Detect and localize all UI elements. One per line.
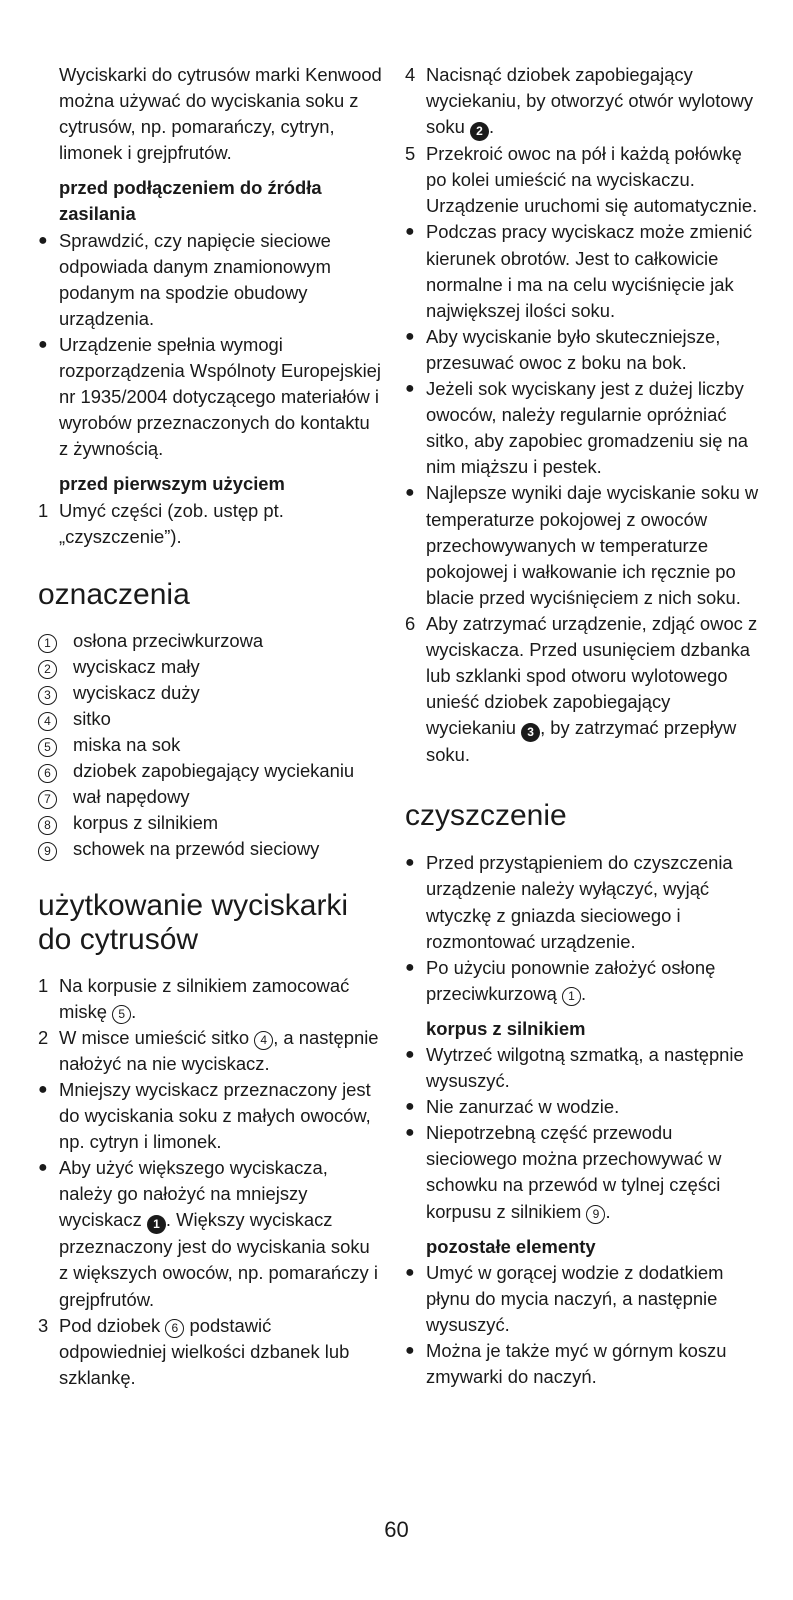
bullet-icon: ● [405, 380, 415, 398]
first-use-heading: przed pierwszym użyciem [59, 473, 285, 495]
bullet-text: Przed przystąpieniem do czyszczenia urządzenie należy wyłączyć, wyjąć wtyczkę z gniazda sieciowego i rozmontować urządzenie. [426, 852, 733, 952]
before-power-heading: przed podłączeniem do źródła zasilania [59, 177, 322, 225]
part-label: wał napędowy [73, 786, 190, 808]
circled-number-icon: 4 [38, 712, 57, 731]
part-item [38, 732, 383, 758]
step-number: 1 [38, 974, 49, 996]
bullet-text: Urządzenie spełnia wymogi rozporządzenia Wspólnoty Europejskiej nr 1935/2004 dotyczącego materiałów i wyrobów przeznaczonych do kontaktu z żywnością. [59, 333, 381, 460]
bullet-text: Mniejszy wyciskacz przeznaczony jest do wyciskania soku z małych owoców, np. cytryn i limonek. [59, 1078, 371, 1153]
part-label: korpus z silnikiem [73, 812, 219, 834]
bullet-text: Aby użyć większego wyciskacza, należy go nałożyć na mniejszy wyciskacz [59, 1157, 328, 1231]
step-number: 4 [405, 64, 416, 85]
bullet-icon: ● [405, 1124, 415, 1142]
right-column [405, 62, 765, 1390]
list-item [405, 1260, 765, 1338]
bullet-text: Jeżeli sok wyciskany jest z dużej liczby owoców, należy regularnie opróżniać sitko, aby zapobiec gromadzeniu się na nim miąższu i pestek. [426, 378, 749, 478]
figure-ref-icon: 2 [470, 122, 489, 141]
part-label: dziobek zapobiegający wyciekaniu [73, 760, 355, 782]
list-item [405, 1338, 765, 1390]
part-label: osłona przeciwkurzowa [73, 629, 264, 651]
punctuation: . [605, 1200, 611, 1222]
bullet-icon: ● [405, 958, 415, 976]
part-item [38, 836, 383, 862]
list-item [405, 141, 765, 219]
step-text: podstawić odpowiedniej wielkości dzbanek lub szklankę. [59, 1314, 350, 1388]
part-label: schowek na przewód sieciowy [73, 838, 320, 860]
bullet-icon: ● [405, 327, 415, 345]
part-item [38, 758, 383, 784]
bullet-icon: ● [38, 335, 48, 353]
circled-number-icon: 4 [254, 1031, 273, 1050]
step-text: Umyć części (zob. ustęp pt. „czyszczenie”). [59, 499, 284, 547]
step-number: 1 [38, 499, 49, 521]
other-parts-heading: pozostałe elementy [426, 1235, 596, 1257]
bullet-text: Aby wyciskanie było skuteczniejsze, przesuwać owoc z boku na bok. [426, 325, 721, 373]
list-item [405, 62, 765, 141]
circled-number-icon: 8 [38, 816, 57, 835]
bullet-text: Najlepsze wyniki daje wyciskanie soku w temperaturze pokojowej z owoców przechowywanych w temperaturze pokojowej i wałkowanie ich ręcznie po blacie przed wyciśnięciem z nich soku. [426, 482, 759, 608]
motor-heading: korpus z silnikiem [426, 1017, 586, 1039]
step-text: , a następnie nałożyć na nie wyciskacz. [59, 1026, 379, 1074]
bullet-icon: ● [405, 223, 415, 241]
list-item [405, 611, 765, 768]
list-item [405, 850, 765, 954]
step-text: , by zatrzymać przepływ soku. [426, 717, 737, 766]
circled-number-icon: 9 [586, 1205, 605, 1224]
left-column [38, 62, 383, 1391]
part-item [38, 706, 383, 732]
bullet-text: Umyć w gorącej wodzie z dodatkiem płynu do mycia naczyń, a następnie wysuszyć. [426, 1261, 724, 1335]
bullet-text: Niepotrzebną część przewodu sieciowego można przechowywać w schowku na przewód w tylnej części korpusu z silnikiem [426, 1122, 722, 1222]
page-number: 60 [384, 1517, 409, 1542]
figure-ref-icon: 3 [521, 723, 540, 742]
step-number: 5 [405, 143, 416, 165]
list-item [405, 955, 765, 1007]
parts-list [38, 628, 383, 863]
bullet-icon: ● [38, 1080, 48, 1098]
list-item [405, 1120, 765, 1224]
list-item [38, 1313, 383, 1391]
circled-number-icon: 1 [38, 634, 57, 653]
circled-number-icon: 2 [38, 660, 57, 679]
circled-number-icon: 5 [38, 738, 57, 757]
step-text: Na korpusie z silnikiem zamocować miskę [59, 974, 350, 1022]
list-item [405, 376, 765, 480]
circled-number-icon: 6 [38, 764, 57, 783]
circled-number-icon: 6 [165, 1319, 184, 1338]
markings-title: oznaczenia [38, 577, 190, 611]
list-item [38, 1077, 383, 1155]
list-item [405, 1042, 765, 1094]
punctuation: . [131, 1000, 137, 1022]
list-item [38, 498, 383, 550]
bullet-icon: ● [405, 1098, 415, 1116]
circled-number-icon: 9 [38, 842, 57, 861]
part-item [38, 628, 383, 654]
list-item [405, 480, 765, 610]
step-number: 3 [38, 1314, 49, 1336]
list-item [38, 973, 383, 1025]
bullet-icon: ● [405, 1263, 415, 1281]
intro-paragraph: Wyciskarki do cytrusów marki Kenwood można używać do wyciskania soku z cytrusów, np. pomarańczy, cytryn, limonek i grejpfrutów. [59, 64, 382, 164]
circled-number-icon: 3 [38, 686, 57, 705]
list-item [38, 332, 383, 462]
part-label: miska na sok [73, 734, 181, 756]
figure-ref-icon: 1 [147, 1215, 166, 1234]
punctuation: . [488, 116, 495, 138]
list-item [405, 1094, 765, 1120]
bullet-icon: ● [405, 1342, 415, 1360]
step-text: Pod dziobek [59, 1314, 161, 1336]
list-item [38, 228, 383, 332]
part-item [38, 784, 383, 810]
list-item [405, 324, 765, 376]
list-item [405, 219, 765, 323]
step-text: Aby zatrzymać urządzenie, zdjąć owoc z wyciskacza. Przed usunięciem dzbanka lub szklanki spod otworu wylotowego unieść dziobek zapobiegający wyciekaniu [426, 612, 758, 739]
step-text: W misce umieścić sitko [59, 1026, 250, 1048]
bullet-text: . Większy wyciskacz przeznaczony jest do wyciskania soku z większych owoców, np. pomarańczy i grejpfrutów. [59, 1209, 378, 1310]
cleaning-title: czyszczenie [405, 799, 567, 833]
step-number: 6 [405, 612, 416, 634]
bullet-icon: ● [38, 231, 48, 249]
bullet-icon: ● [38, 1159, 48, 1177]
bullet-text: Sprawdzić, czy napięcie sieciowe odpowiada danym znamionowym podanym na spodzie obudowy urządzenia. [59, 229, 331, 329]
punctuation: . [580, 982, 587, 1004]
part-label: wyciskacz duży [73, 681, 200, 703]
step-text: Przekroić owoc na pół i każdą połówkę po kolei umieścić na wyciskaczu. Urządzenie uruchomi się automatycznie. [426, 143, 758, 217]
bullet-text: Można je także myć w górnym koszu zmywarki do naczyń. [426, 1340, 727, 1388]
list-item [38, 1025, 383, 1077]
circled-number-icon: 1 [562, 987, 581, 1006]
part-item [38, 680, 383, 706]
list-item [38, 1155, 383, 1312]
bullet-icon: ● [405, 1046, 415, 1063]
bullet-icon: ● [405, 484, 415, 502]
bullet-text: Wytrzeć wilgotną szmatką, a następnie wysuszyć. [426, 1044, 744, 1092]
step-number: 2 [38, 1026, 49, 1048]
part-label: wyciskacz mały [73, 655, 200, 677]
bullet-text: Podczas pracy wyciskacz może zmienić kierunek obrotów. Jest to całkowicie normalne i ma na celu wyciśnięcie jak największej ilości soku. [426, 221, 753, 321]
circled-number-icon: 7 [38, 790, 57, 809]
circled-number-icon: 5 [112, 1005, 131, 1024]
usage-title: użytkowanie wyciskarki do cytrusów [38, 888, 349, 956]
step-text: Nacisnąć dziobek zapobiegający wyciekaniu, by otworzyć otwór wylotowy soku [426, 64, 754, 138]
bullet-icon: ● [405, 854, 415, 872]
part-item [38, 810, 383, 836]
bullet-text: Nie zanurzać w wodzie. [426, 1096, 620, 1118]
part-label: sitko [73, 707, 111, 729]
part-item [38, 654, 383, 680]
bullet-text: Po użyciu ponownie założyć osłonę przeciwkurzową [426, 956, 716, 1004]
